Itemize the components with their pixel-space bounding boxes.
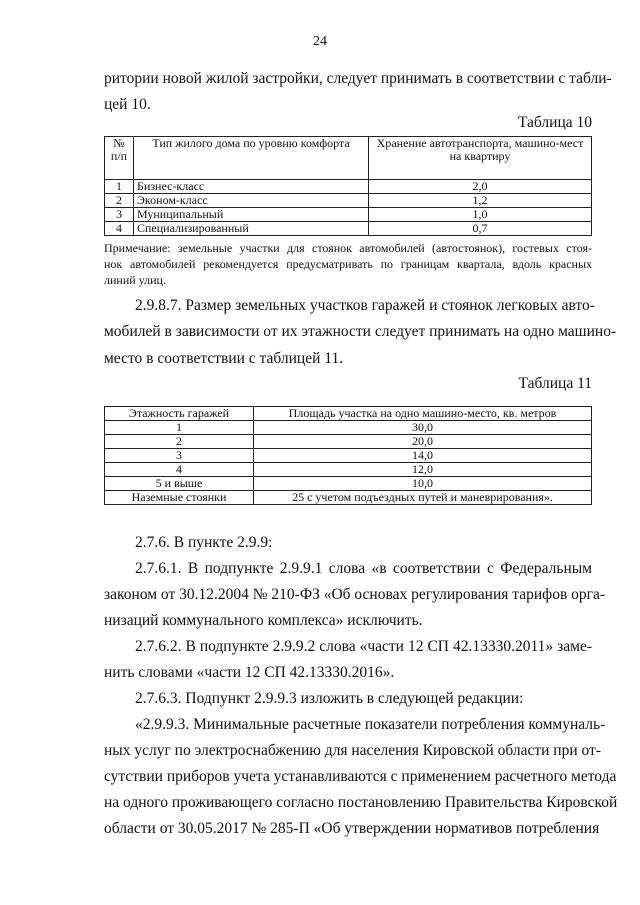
paragraph-line: нить словами «части 12 СП 42.13330.2016». [104, 664, 395, 681]
table-11 [104, 406, 592, 505]
table-row [105, 222, 592, 236]
table-cell: 2,0 [369, 180, 592, 194]
table-cell: 3 [105, 208, 134, 222]
table-header-cell: Площадь участка на одно машино-место, кв. метров [254, 407, 592, 421]
paragraph-line: законом от 30.12.2004 № 210-ФЗ «Об основах регулирования тарифов орга- [104, 586, 606, 603]
table10-caption: Таблица 10 [517, 114, 592, 131]
paragraph-line: мобилей в зависимости от их этажности следует принимать на одно машино- [104, 323, 617, 340]
table-cell: 2 [105, 435, 254, 449]
note-line: нок автомобилей рекомендуется предусматривать по границам квартала, вдоль красных [104, 257, 592, 271]
table-row [105, 449, 592, 463]
table-row [105, 463, 592, 477]
paragraph-line: 2.7.6.3. Подпункт 2.9.9.3 изложить в следующей редакции: [135, 690, 524, 707]
table-cell: 1 [105, 180, 134, 194]
table-row [105, 180, 592, 194]
table-row [105, 194, 592, 208]
table-cell: 30,0 [254, 421, 592, 435]
table-header-row [105, 137, 592, 180]
paragraph-line: 2.7.6. В пункте 2.9.9: [135, 534, 273, 551]
table-cell: 1,2 [369, 194, 592, 208]
table-cell: Бизнес-класс [134, 180, 369, 194]
paragraph-line: «2.9.9.3. Минимальные расчетные показатели потребления коммуналь- [135, 716, 606, 733]
table-cell: 4 [105, 222, 134, 236]
table-cell: 0,7 [369, 222, 592, 236]
table-header-cell: Этажность гаражей [105, 407, 254, 421]
table-cell: 2 [105, 194, 134, 208]
table-10 [104, 136, 592, 236]
table-header-cell: Тип жилого дома по уровню комфорта [134, 137, 369, 180]
table-cell: 1 [105, 421, 254, 435]
note-line: линий улиц. [104, 273, 166, 287]
table11-caption: Таблица 11 [518, 375, 592, 392]
paragraph-line: сутствии приборов учета устанавливаются с применением расчетного метода [104, 768, 617, 785]
table-header-cell: Хранение автотранспорта, машино-мест на квартиру [369, 137, 592, 180]
table-cell: 20,0 [254, 435, 592, 449]
paragraph-line: 2.7.6.2. В подпункте 2.9.9.2 слова «части 12 СП 42.13330.2011» заме- [135, 638, 592, 655]
table-cell: 3 [105, 449, 254, 463]
table-cell: 25 с учетом подъездных путей и маневрирования». [254, 491, 592, 505]
paragraph-line: 2.7.6.1. В подпункте 2.9.9.1 слова «в соответствии с Федеральным [135, 560, 592, 577]
paragraph-line: место в соответствии с таблицей 11. [104, 350, 344, 367]
table-cell: 12,0 [254, 463, 592, 477]
table-row [105, 208, 592, 222]
table10-note [104, 240, 592, 288]
paragraph-line: области от 30.05.2017 № 285-П «Об утверждении нормативов потребления [104, 820, 600, 837]
paragraph-line: на одного проживающего согласно постановлению Правительства Кировской [104, 794, 618, 811]
page-number: 24 [313, 34, 327, 49]
table-header-cell: № п/п [105, 137, 134, 180]
table-cell: 14,0 [254, 449, 592, 463]
intro-line: ритории новой жилой застройки, следует принимать в соответствии с табли- [104, 70, 612, 87]
table-row [105, 477, 592, 491]
table-cell: Эконом-класс [134, 194, 369, 208]
intro-line: цей 10. [104, 96, 151, 113]
table-cell: 5 и выше [105, 477, 254, 491]
table-row [105, 435, 592, 449]
table-cell: Наземные стоянки [105, 491, 254, 505]
table-cell: 4 [105, 463, 254, 477]
paragraph-line: 2.9.8.7. Размер земельных участков гаражей и стоянок легковых авто- [135, 297, 595, 314]
table-cell: 1,0 [369, 208, 592, 222]
table-cell: Муниципальный [134, 208, 369, 222]
paragraph-line: ных услуг по электроснабжению для населения Кировской области при от- [104, 742, 601, 759]
table-row [105, 421, 592, 435]
table-header-row [105, 407, 592, 421]
table-cell: 10,0 [254, 477, 592, 491]
note-line: Примечание: земельные участки для стоянок автомобилей (автостоянок), гостевых стоя- [104, 241, 592, 255]
table-row [105, 491, 592, 505]
paragraph-line: низаций коммунального комплекса» исключить. [104, 612, 423, 629]
table-cell: Специализированный [134, 222, 369, 236]
